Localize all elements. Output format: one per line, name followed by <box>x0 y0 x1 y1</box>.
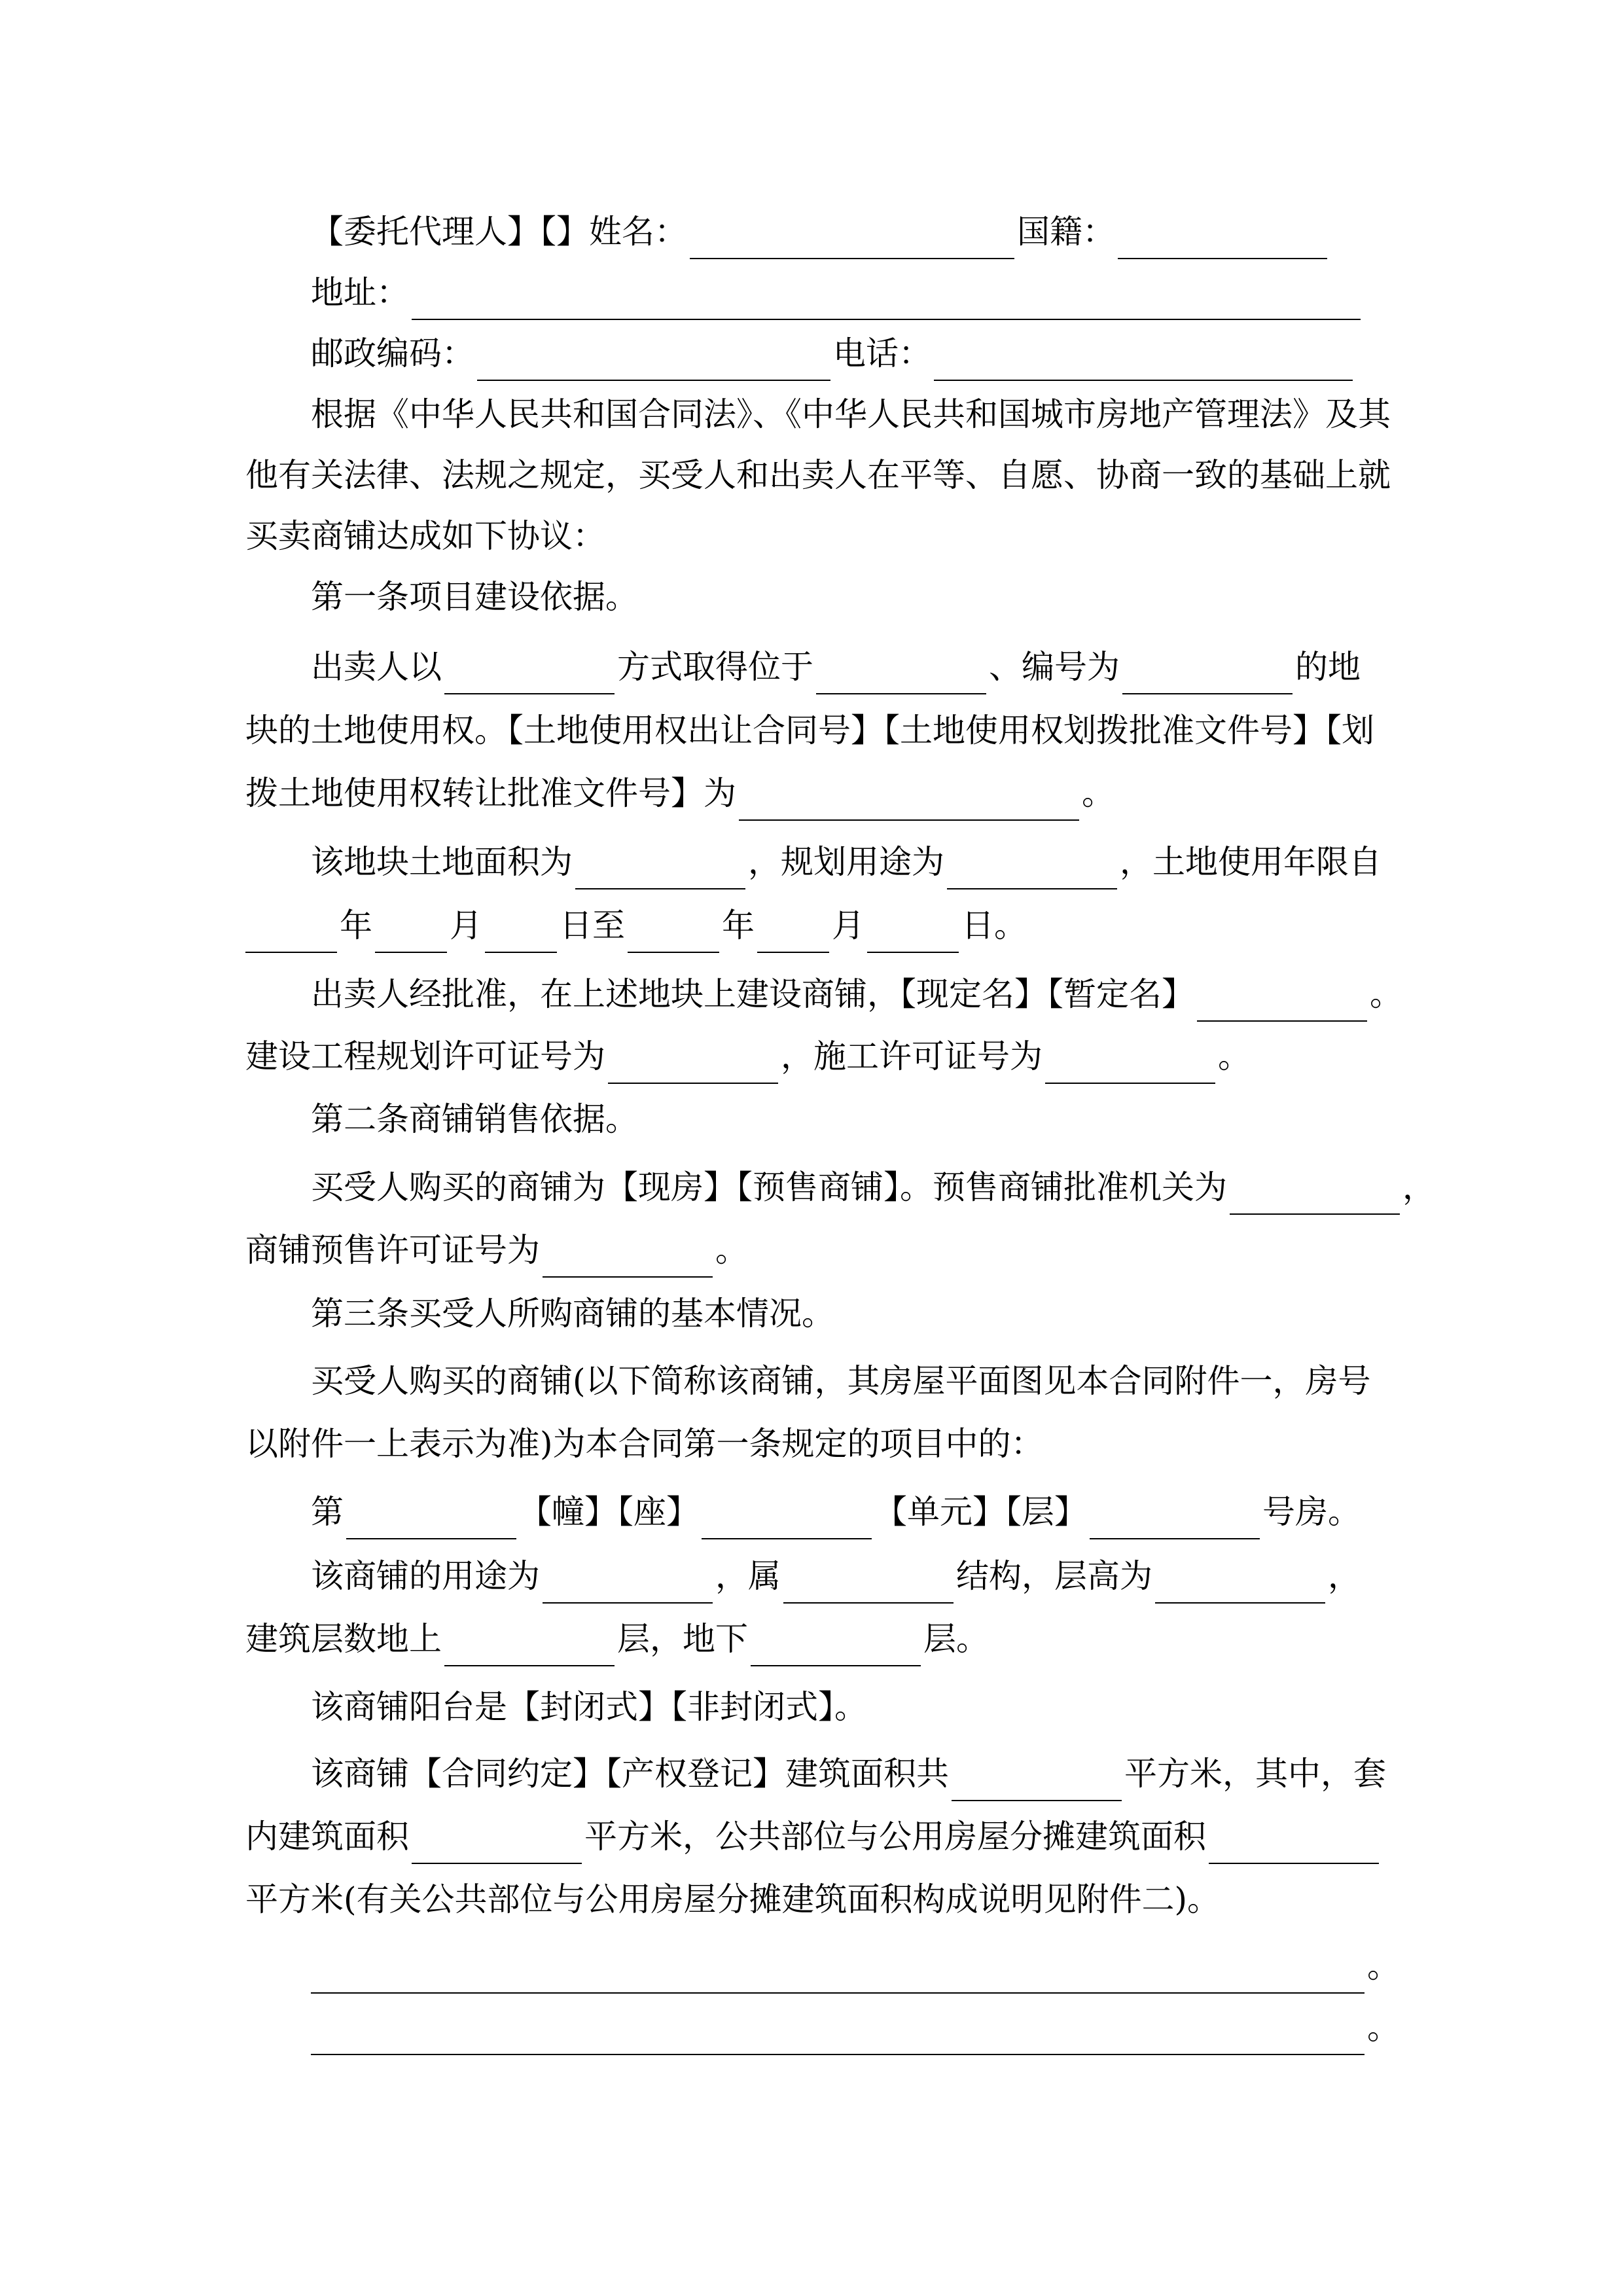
phone-blank[interactable] <box>934 342 1353 381</box>
preamble-line-3: 买卖商铺达成如下协议： <box>245 517 605 555</box>
text-seg: 商铺预售许可证号为 <box>245 1231 540 1269</box>
end-month-blank[interactable] <box>757 914 829 953</box>
text-seg: 。 <box>1218 1037 1251 1075</box>
text-seg: ，规划用途为 <box>748 843 944 881</box>
end-year-blank[interactable] <box>628 914 719 953</box>
floors-above-blank[interactable] <box>444 1627 615 1666</box>
land-area-blank[interactable] <box>575 850 745 889</box>
text-seg: 年 <box>722 906 755 944</box>
shop-name-blank[interactable] <box>1197 982 1367 1022</box>
inner-area-blank[interactable] <box>412 1825 582 1864</box>
article-1-para-6 <box>0 967 1623 1022</box>
room-number-line <box>0 1484 1623 1539</box>
article-2-para-1 <box>0 1160 1623 1215</box>
text-seg: 【幢】【座】 <box>519 1493 699 1531</box>
building-blank[interactable] <box>346 1500 516 1539</box>
land-document-number-blank[interactable] <box>739 781 1079 821</box>
phone-label: 电话： <box>833 334 931 372</box>
article-1-para-2: 块的土地使用权。【土地使用权出让合同号】【土地使用权划拨批准文件号】【划 <box>245 711 1374 749</box>
land-location-blank[interactable] <box>816 655 986 694</box>
article-3-title: 第三条买受人所购商铺的基本情况。 <box>311 1295 834 1333</box>
article-3-para-2: 以附件一上表示为准)为本合同第一条规定的项目中的： <box>245 1425 1044 1463</box>
area-line-2 <box>0 1809 1623 1864</box>
shop-use-line <box>0 1549 1623 1604</box>
article-1-para-1 <box>0 639 1623 694</box>
extra-line-2 <box>0 2000 1623 2055</box>
text-seg: 层。 <box>923 1620 989 1658</box>
area-line-1 <box>0 1746 1623 1801</box>
text-seg: 日。 <box>961 906 1027 944</box>
text-seg: 建设工程规划许可证号为 <box>245 1037 605 1075</box>
postcode-blank[interactable] <box>477 342 830 381</box>
extra-blank-1[interactable] <box>311 1954 1364 1994</box>
construction-permit-blank[interactable] <box>1045 1045 1215 1084</box>
text-seg: 平方米，其中，套 <box>1124 1755 1386 1793</box>
text-seg: 。 <box>1082 774 1115 812</box>
floors-below-blank[interactable] <box>751 1627 921 1666</box>
article-1-para-3 <box>0 766 1623 821</box>
text-seg: 结构，层高为 <box>956 1557 1152 1595</box>
text-seg: 。 <box>1370 975 1402 1013</box>
article-2-title: 第二条商铺销售依据。 <box>311 1100 638 1138</box>
text-seg: 。 <box>1367 2009 1400 2047</box>
preamble-line-2: 他有关法律、法规之规定，买受人和出卖人在平等、自愿、协商一致的基础上就 <box>245 456 1391 494</box>
text-seg: 月 <box>832 906 865 944</box>
start-day-blank[interactable] <box>485 914 557 953</box>
land-use-period-line <box>0 898 1623 953</box>
extra-blank-2[interactable] <box>311 2016 1364 2055</box>
postal-line <box>0 326 1623 381</box>
text-seg: 月 <box>450 906 482 944</box>
text-seg: 该商铺的用途为 <box>311 1557 540 1595</box>
postcode-label: 邮政编码： <box>311 334 474 372</box>
planning-permit-blank[interactable] <box>608 1045 778 1084</box>
address-blank[interactable] <box>412 281 1361 320</box>
text-seg: 方式取得位于 <box>617 648 813 686</box>
text-seg: 出卖人以 <box>311 648 442 686</box>
text-seg: 的地 <box>1295 648 1361 686</box>
text-seg: 。 <box>715 1231 748 1269</box>
article-1-para-7 <box>0 1029 1623 1084</box>
article-1-title: 第一条项目建设依据。 <box>311 578 638 616</box>
text-seg: 层，地下 <box>617 1620 748 1658</box>
text-seg: 日至 <box>560 906 625 944</box>
area-line-3: 平方米(有关公共部位与公用房屋分摊建筑面积构成说明见附件二)。 <box>245 1880 1221 1918</box>
text-seg: 拨土地使用权转让批准文件号】为 <box>245 774 736 812</box>
preamble-line-1: 根据《中华人民共和国合同法》、《中华人民共和国城市房地产管理法》及其 <box>311 395 1391 433</box>
text-seg: ，属 <box>715 1557 781 1595</box>
text-seg: 该地块土地面积为 <box>311 843 573 881</box>
text-seg: 内建筑面积 <box>245 1818 409 1856</box>
presale-authority-blank[interactable] <box>1230 1175 1400 1215</box>
text-seg: ，土地使用年限自 <box>1120 843 1382 881</box>
text-seg: 。 <box>1367 1947 1400 1985</box>
planned-use-blank[interactable] <box>947 850 1117 889</box>
end-day-blank[interactable] <box>867 914 959 953</box>
land-number-blank[interactable] <box>1122 655 1293 694</box>
nationality-label: 国籍： <box>1017 213 1115 251</box>
agent-line <box>0 204 1623 259</box>
text-seg: 【单元】【层】 <box>874 1493 1087 1531</box>
shop-use-blank[interactable] <box>543 1564 713 1604</box>
text-seg: 年 <box>340 906 372 944</box>
article-2-para-2 <box>0 1223 1623 1278</box>
address-label: 地址： <box>311 274 409 312</box>
agent-label: 【委托代理人】【】姓名： <box>311 213 687 251</box>
text-seg: 、编号为 <box>989 648 1120 686</box>
text-seg: 出卖人经批准，在上述地块上建设商铺，【现定名】【暂定名】 <box>311 975 1194 1013</box>
article-1-para-4 <box>0 834 1623 889</box>
floors-line <box>0 1611 1623 1666</box>
room-blank[interactable] <box>1090 1500 1260 1539</box>
shared-area-blank[interactable] <box>1209 1825 1379 1864</box>
extra-line-1 <box>0 1939 1623 1994</box>
text-seg: ，施工许可证号为 <box>781 1037 1043 1075</box>
land-method-blank[interactable] <box>444 655 615 694</box>
nationality-blank[interactable] <box>1118 220 1327 259</box>
start-year-blank[interactable] <box>245 914 337 953</box>
text-seg: 建筑层数地上 <box>245 1620 442 1658</box>
text-seg: ， <box>1402 1168 1435 1206</box>
text-seg: 平方米，公共部位与公用房屋分摊建筑面积 <box>584 1818 1206 1856</box>
floor-height-blank[interactable] <box>1155 1564 1325 1604</box>
article-3-para-1: 买受人购买的商铺(以下简称该商铺，其房屋平面图见本合同附件一，房号 <box>311 1362 1371 1400</box>
total-area-blank[interactable] <box>952 1762 1122 1801</box>
structure-blank[interactable] <box>783 1564 954 1604</box>
text-seg: 该商铺【合同约定】【产权登记】建筑面积共 <box>311 1755 949 1793</box>
text-seg: ， <box>1328 1557 1361 1595</box>
text-seg: 号房。 <box>1262 1493 1361 1531</box>
presale-permit-blank[interactable] <box>543 1238 713 1278</box>
text-seg: 买受人购买的商铺为【现房】【预售商铺】。预售商铺批准机关为 <box>311 1168 1227 1206</box>
balcony-line: 该商铺阳台是【封闭式】【非封闭式】。 <box>311 1688 867 1726</box>
start-month-blank[interactable] <box>375 914 447 953</box>
text-seg: 第 <box>311 1493 344 1531</box>
unit-blank[interactable] <box>702 1500 872 1539</box>
address-line <box>0 265 1623 320</box>
agent-name-blank[interactable] <box>690 220 1014 259</box>
